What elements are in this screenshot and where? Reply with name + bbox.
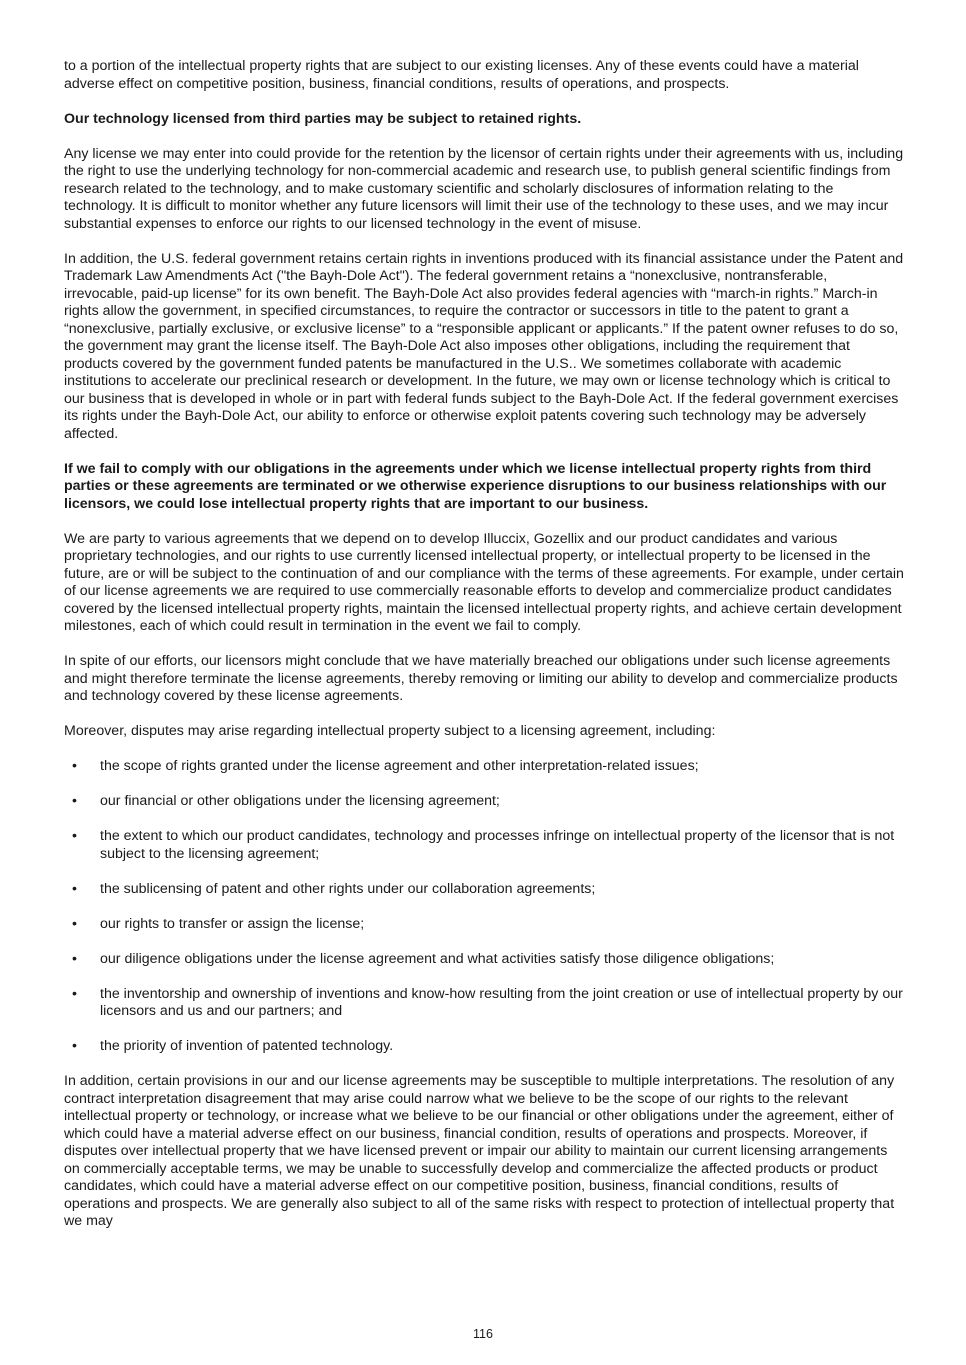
bullet-icon: • <box>72 950 77 967</box>
bullet-icon: • <box>72 1038 77 1054</box>
list-item <box>64 951 904 969</box>
list-item-text: the scope of rights granted under the license agreement and other interpretation-related issues; <box>100 758 699 774</box>
bullet-icon: • <box>72 758 77 774</box>
list-item <box>64 828 904 863</box>
list-item-text: our rights to transfer or assign the license; <box>100 915 365 932</box>
page-number: 116 <box>473 1327 493 1341</box>
document-body <box>64 58 904 1248</box>
section-heading-retained-rights: Our technology licensed from third parties may be subject to retained rights. <box>64 110 582 127</box>
list-item-text: the priority of invention of patented technology. <box>100 1038 394 1054</box>
bullet-icon: • <box>72 828 77 844</box>
paragraph-license-agreements: We are party to various agreements that we depend on to develop Illuccix, Gozellix and our product candidates and various proprietary technologies, and our rights to use currently licensed intellectual property, or intellectual property to be licensed in the future, are or will be subject to the continuation of and our compliance with the terms of these agreements. For example, under certain of our license agreements we are required to use commercially reasonable efforts to develop and commercialize product candidates covered by the licensed intellectual property rights, maintain the licensed intellectual property rights, and achieve certain development milestones, each of which could result in termination in the event we fail to comply. <box>64 530 904 634</box>
paragraph-breach-termination: In spite of our efforts, our licensors might conclude that we have materially breached our obligations under such license agreements and might therefore terminate the license agreements, thereby removing or limiting our ability to develop and commercialize products and technology covered by these license agreements. <box>64 653 898 704</box>
paragraph-retained-rights: Any license we may enter into could provide for the retention by the licensor of certain rights under their agreements with us, including the right to use the underlying technology for non-commercial academic and research use, to publish general scientific findings from research related to the technology, and to make customary scientific and scholarly disclosures of information relating to the technology. It is difficult to monitor whether any future licensors will limit their use of the technology to these uses, and we may incur substantial expenses to enforce our rights to our licensed technology in the event of misuse. <box>64 145 904 232</box>
bullet-icon: • <box>72 880 77 897</box>
list-item <box>64 1038 904 1056</box>
list-item <box>64 758 904 776</box>
list-item-text: our diligence obligations under the license agreement and what activities satisfy those diligence obligations; <box>100 950 775 967</box>
paragraph-disputes-intro: Moreover, disputes may arise regarding intellectual property subject to a licensing agreement, including: <box>64 723 716 739</box>
section-heading-license-obligations: If we fail to comply with our obligations in the agreements under which we license intellectual property rights from third parties or these agreements are terminated or we otherwise experience disruptions to our business relationships with our licensors, we could lose intellectual property rights that are important to our business. <box>64 460 887 512</box>
list-item-text: the extent to which our product candidates, technology and processes infringe on intellectual property of the licensor that is not subject to the licensing agreement; <box>100 828 895 862</box>
list-item-text: the inventorship and ownership of inventions and know-how resulting from the joint creation or use of intellectual property by our licensors and us and our partners; and <box>100 985 903 1019</box>
list-item <box>64 881 904 899</box>
list-item <box>64 916 904 934</box>
bullet-icon: • <box>72 985 77 1002</box>
list-item <box>64 986 904 1021</box>
disputes-bullet-list <box>64 758 904 1056</box>
paragraph-bayh-dole: In addition, the U.S. federal government retains certain rights in inventions produced with its financial assistance under the Patent and Trademark Law Amendments Act ("the Bayh-Dole Act"). The federal government retains a “nonexclusive, nontransferable, irrevocable, paid-up license” for its own benefit. The Bayh-Dole Act also provides federal agencies with “march-in rights.” March-in rights allow the government, in specified circumstances, to require the contractor or successors in title to the patent to grant a “nonexclusive, partially exclusive, or exclusive license” to a “responsible applicant or applicants.” If the patent owner refuses to do so, the government may grant the license itself. The Bayh-Dole Act also imposes other obligations, including the requirement that products covered by the government funded patents be manufactured in the U.S.. We sometimes collaborate with academic institutions to accelerate our preclinical research or development. In the future, we may own or license technology which is critical to our business that is developed in whole or in part with federal funds subject to the Bayh-Dole Act. If the federal government exercises its rights under the Bayh-Dole Act, our ability to enforce or otherwise exploit patents covering such technology may be adversely affected. <box>64 250 904 442</box>
paragraph-interpretation: In addition, certain provisions in our and our license agreements may be susceptible to multiple interpretations. The resolution of any contract interpretation disagreement that may arise could narrow what we believe to be the scope of our rights to the relevant intellectual property or technology, or increase what we believe to be our financial or other obligations under the agreement, either of which could have a material adverse effect on our business, financial condition, results of operations and prospects. Moreover, if disputes over intellectual property that we have licensed prevent or impair our ability to maintain our current licensing arrangements on commercially acceptable terms, we may be unable to successfully develop and commercialize the affected products or product candidates, which could have a material adverse effect on our competitive position, business, financial conditions, results of operations and prospects. We are generally also subject to all of the same risks with respect to protection of intellectual property that we may <box>64 1073 895 1229</box>
list-item-text: the sublicensing of patent and other rights under our collaboration agreements; <box>100 880 596 897</box>
paragraph-continuation: to a portion of the intellectual property rights that are subject to our existing licenses. Any of these events could have a material adverse effect on competitive position, business, financial conditions, results of operations, and prospects. <box>64 58 859 92</box>
bullet-icon: • <box>72 915 77 932</box>
bullet-icon: • <box>72 793 77 809</box>
list-item-text: our financial or other obligations under the licensing agreement; <box>100 793 500 809</box>
list-item <box>64 793 904 811</box>
